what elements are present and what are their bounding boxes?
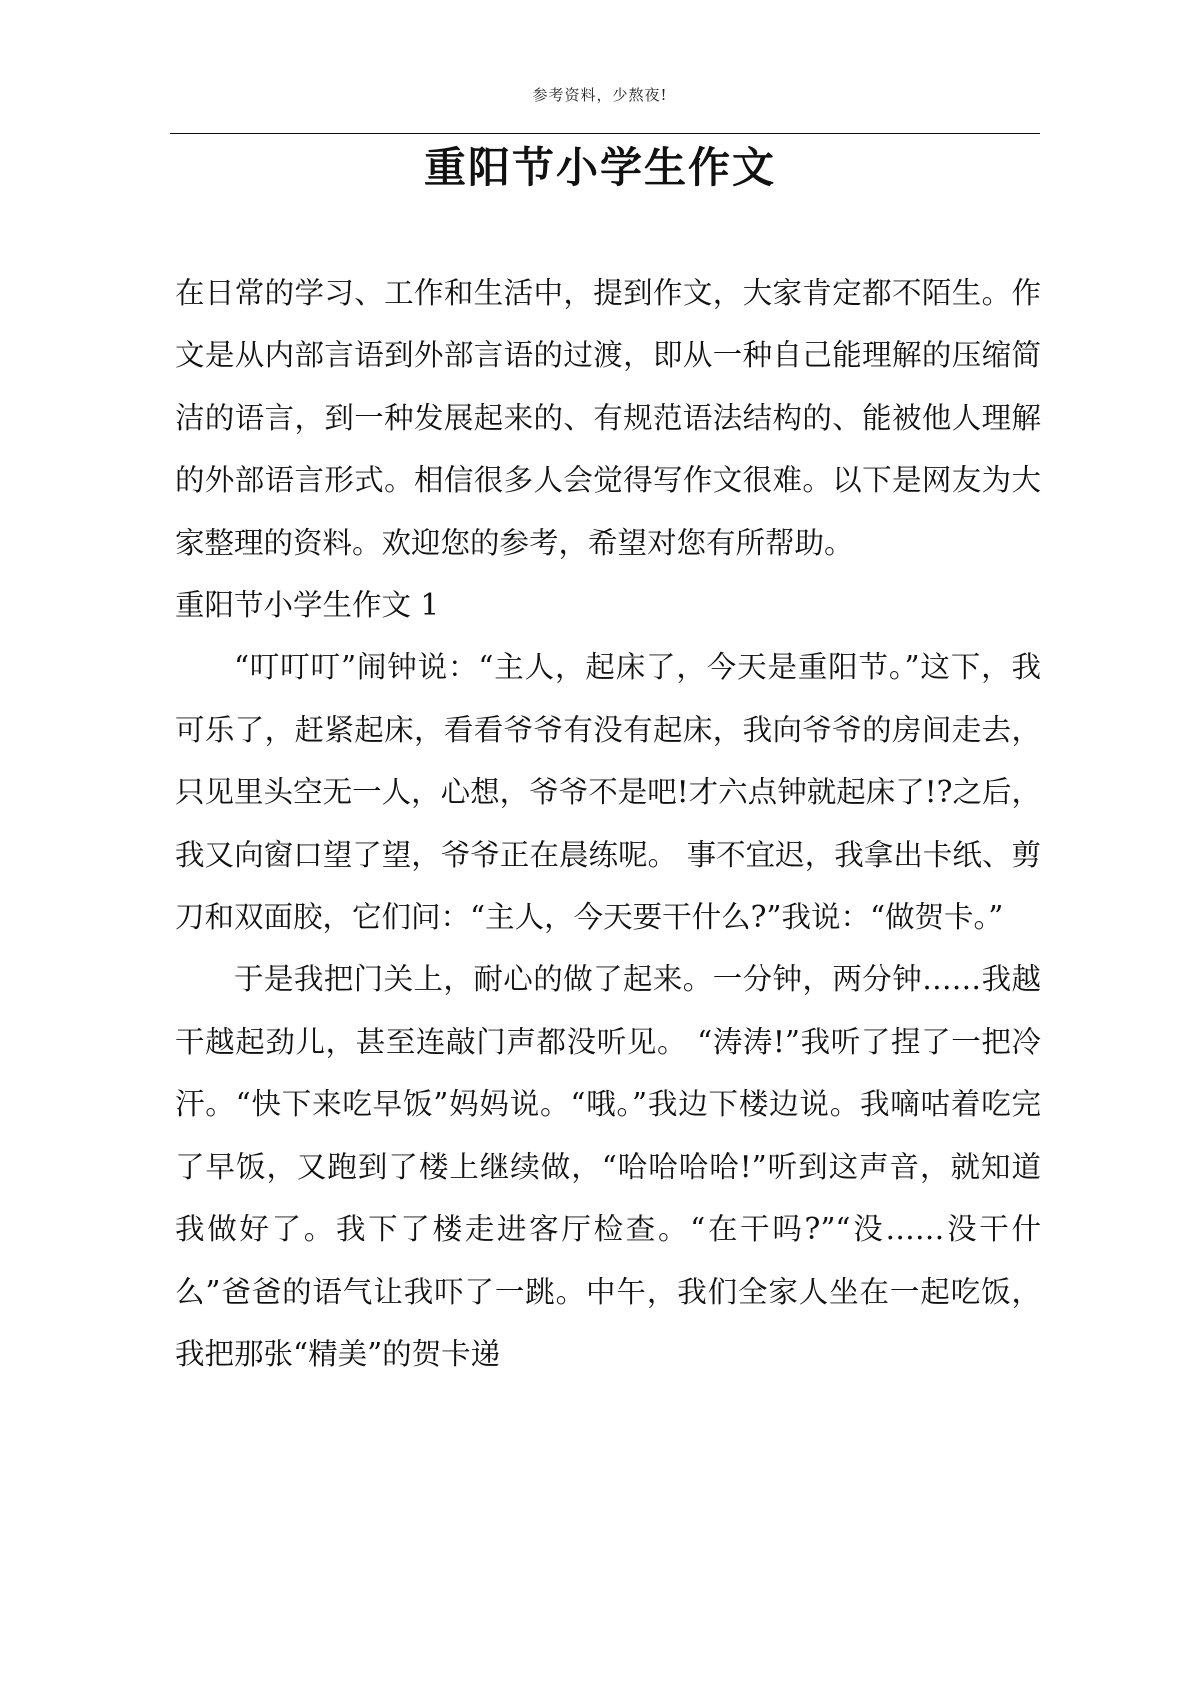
article-body xyxy=(175,262,1041,1385)
section-heading: 重阳节小学生作文 1 xyxy=(175,588,440,623)
intro-paragraph: 在日常的学习、工作和生活中，提到作文，大家肯定都不陌生。作文是从内部言语到外部言语的过渡，即从一种自己能理解的压缩简洁的语言，到一种发展起来的、有规范语法结构的、能被他人理解的外部语言形式。相信很多人会觉得写作文很难。以下是网友为大家整理的资料。欢迎您的参考，希望对您有所帮助。 xyxy=(175,276,1041,560)
header-divider xyxy=(170,133,1040,134)
body-paragraph: “叮叮叮”闹钟说：“主人，起床了，今天是重阳节。”这下，我可乐了，赶紧起床，看看爷爷有没有起床，我向爷爷的房间走去，只见里头空无一人，心想，爷爷不是吧!才六点钟就起床了!?之后，我又向窗口望了望，爷爷正在晨练呢。 事不宜迟，我拿出卡纸、剪刀和双面胶，它们问：“主人，今天要干什么?”我说：“做贺卡。” xyxy=(175,650,1041,935)
header-note: 参考资料，少熬夜! xyxy=(532,86,668,104)
page-title: 重阳节小学生作文 xyxy=(423,143,776,192)
body-paragraph: 于是我把门关上，耐心的做了起来。一分钟，两分钟……我越干越起劲儿，甚至连敲门声都没听见。 “涛涛!”我听了捏了一把冷汗。“快下来吃早饭”妈妈说。“哦。”我边下楼边说。我嘀咕着吃完了早饭，又跑到了楼上继续做，“哈哈哈哈!”听到这声音，就知道我做好了。我下了楼走进客厅检查。“在干吗?”“没……没干什么”爸爸的语气让我吓了一跳。中午，我们全家人坐在一起吃饭，我把那张“精美”的贺卡递 xyxy=(175,962,1041,1371)
